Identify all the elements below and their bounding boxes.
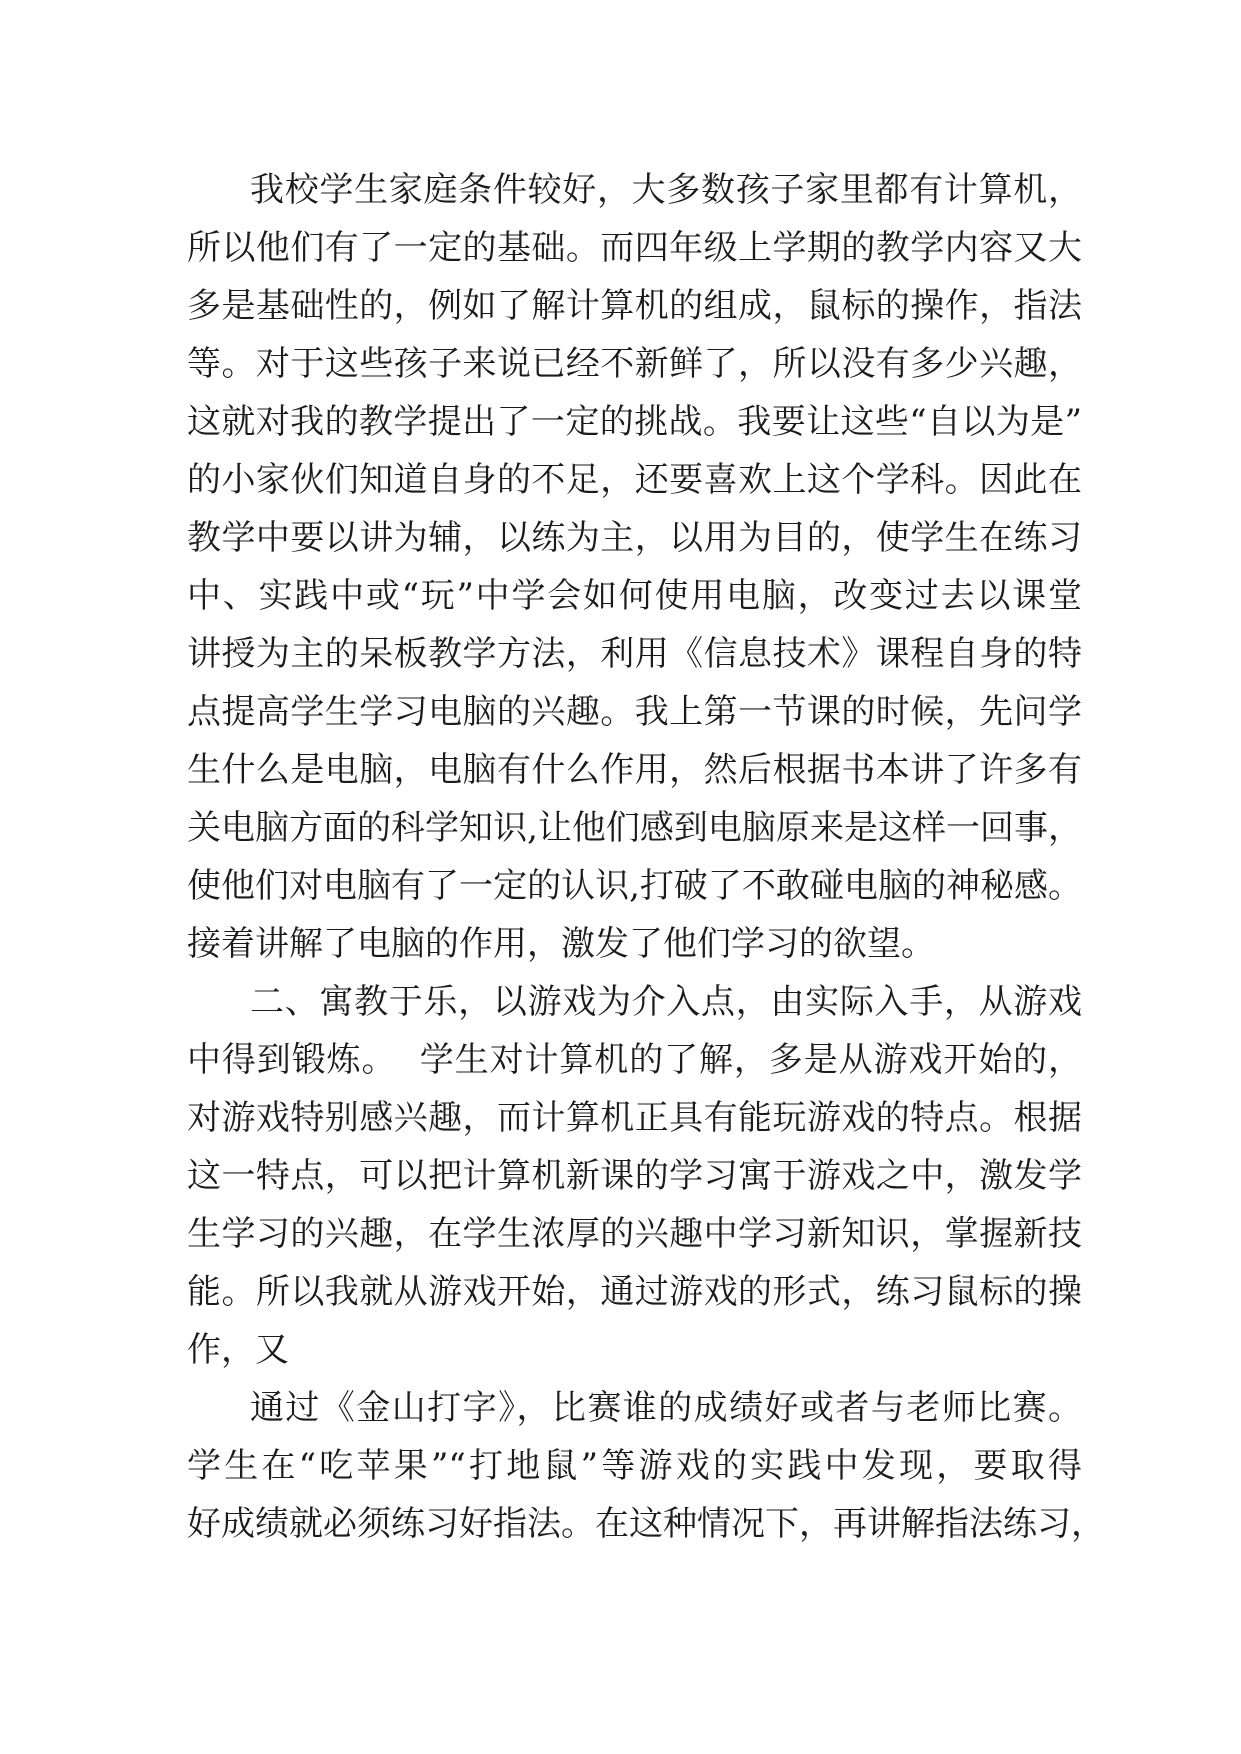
paragraph xyxy=(187,161,1082,973)
text-line: 所以他们有了一定的基础。而四年级上学期的教学内容又大 xyxy=(187,228,1082,268)
text-line: 学生在“吃苹果”“打地鼠”等游戏的实践中发现，要取得 xyxy=(187,1446,1082,1486)
text-line: 这一特点，可以把计算机新课的学习寓于游戏之中，激发学 xyxy=(187,1156,1082,1196)
text-line: 教学中要以讲为辅，以练为主，以用为目的，使学生在练习 xyxy=(187,518,1082,558)
text-line: 多是基础性的，例如了解计算机的组成，鼠标的操作，指法 xyxy=(187,286,1082,326)
text-line: 生学习的兴趣，在学生浓厚的兴趣中学习新知识，掌握新技 xyxy=(187,1214,1082,1254)
paragraph xyxy=(187,973,1082,1379)
text-line: 点提高学生学习电脑的兴趣。我上第一节课的时候，先问学 xyxy=(187,692,1082,732)
text-line: 对游戏特别感兴趣，而计算机正具有能玩游戏的特点。根据 xyxy=(187,1098,1082,1138)
text-line: 使他们对电脑有了一定的认识,打破了不敢碰电脑的神秘感。 xyxy=(187,866,1082,906)
text-line: 生什么是电脑，电脑有什么作用，然后根据书本讲了许多有 xyxy=(187,750,1082,790)
text-line: 能。所以我就从游戏开始，通过游戏的形式，练习鼠标的操 xyxy=(187,1272,1082,1312)
text-line: 中得到锻炼。 学生对计算机的了解，多是从游戏开始的， xyxy=(187,1040,1082,1080)
paragraph xyxy=(187,1379,1105,1553)
text-line: 这就对我的教学提出了一定的挑战。我要让这些“自以为是” xyxy=(187,402,1082,442)
text-line: 通过《金山打字》，比赛谁的成绩好或者与老师比赛。 xyxy=(250,1388,1082,1428)
text-line: 中、实践中或“玩”中学会如何使用电脑，改变过去以课堂 xyxy=(187,576,1082,616)
text-line: 关电脑方面的科学知识,让他们感到电脑原来是这样一回事， xyxy=(187,808,1082,848)
text-line: 接着讲解了电脑的作用，激发了他们学习的欲望。 xyxy=(187,924,935,964)
text-line: 好成绩就必须练习好指法。在这种情况下，再讲解指法练习， xyxy=(187,1504,1105,1544)
text-line: 作，又 xyxy=(187,1330,289,1370)
text-line: 等。对于这些孩子来说已经不新鲜了，所以没有多少兴趣， xyxy=(187,344,1082,384)
text-line: 讲授为主的呆板教学方法，利用《信息技术》课程自身的特 xyxy=(187,634,1082,674)
document-body xyxy=(187,161,1105,1553)
text-line: 我校学生家庭条件较好，大多数孩子家里都有计算机， xyxy=(250,170,1082,210)
text-line: 二、寓教于乐，以游戏为介入点，由实际入手，从游戏 xyxy=(250,982,1082,1022)
text-line: 的小家伙们知道自身的不足，还要喜欢上这个学科。因此在 xyxy=(187,460,1082,500)
